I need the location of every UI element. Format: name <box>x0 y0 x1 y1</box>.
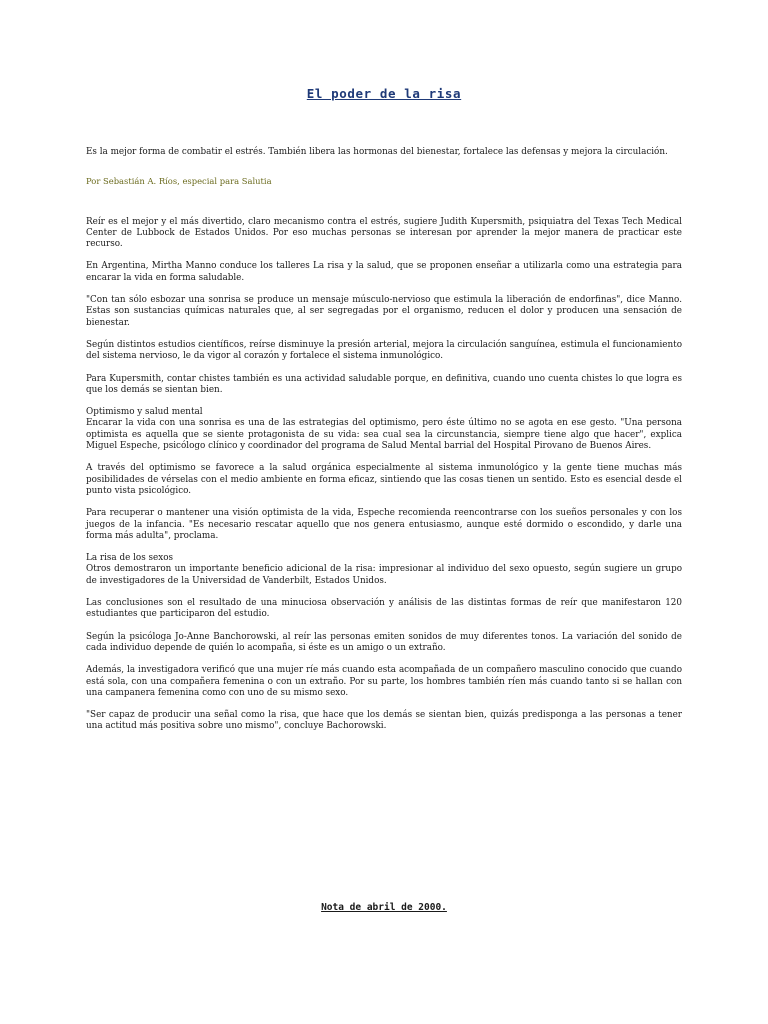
paragraph: Las conclusiones son el resultado de una minuciosa observación y análisis de las distintas formas de reír que manifestaron 120 estudiantes que participaron del estudio. <box>86 598 682 620</box>
paragraph: Para Kupersmith, contar chistes también es una actividad saludable porque, en definitiva, cuando uno cuenta chistes lo que logra es que los demás se sientan bien. <box>86 373 682 395</box>
section-heading-sexos: La risa de los sexos <box>86 553 174 564</box>
paragraph: "Ser capaz de producir una señal como la risa, que hace que los demás se sientan bien, quizás predisponga a las personas a tener una actitud más positiva sobre uno mismo", concluye Bachorowski. <box>86 710 682 732</box>
paragraph: Otros demostraron un importante beneficio adicional de la risa: impresionar al individuo del sexo opuesto, según sugiere un grupo de investigadores de la Universidad de Vanderbilt, Estados Unidos. <box>86 564 682 586</box>
paragraph: Encarar la vida con una sonrisa es una de las estrategias del optimismo, pero éste último no se agota en ese gesto. "Una persona optimista es aquella que se siente protagonista de su vida: sea cual sea la circunstancia, siempre tiene algo que hacer", explica Miguel Espeche, psicólogo clínico y coordinador del programa de Salud Mental barrial del Hospital Pirovano de Buenos Aires. <box>86 418 682 452</box>
byline: Por Sebastián A. Ríos, especial para Salutia <box>86 176 272 187</box>
paragraph: "Con tan sólo esbozar una sonrisa se produce un mensaje músculo-nervioso que estimula la liberación de endorfinas", dice Manno. Estas son sustancias químicas naturales que, al ser segregadas por el organismo, reducen el dolor y producen una sensación de bienestar. <box>86 295 682 328</box>
paragraph: Para recuperar o mantener una visión optimista de la vida, Espeche recomienda reencontrarse con los sueños personales y con los juegos de la infancia. "Es necesario rescatar aquello que nos genera entusiasmo, aunque esté dormido o escondido, y darle una forma más adulta", proclama. <box>86 508 682 541</box>
lead-paragraph: Es la mejor forma de combatir el estrés. También libera las hormonas del bienestar, fortalece las defensas y mejora la circulación. <box>86 147 668 157</box>
article-title: El poder de la risa <box>306 86 462 101</box>
paragraph: Según la psicóloga Jo-Anne Banchorowski, al reír las personas emiten sonidos de muy diferentes tonos. La variación del sonido de cada individuo depende de quién lo acompaña, si éste es un amigo o un extraño. <box>86 631 682 653</box>
paragraph: Según distintos estudios científicos, reírse disminuye la presión arterial, mejora la circulación sanguínea, estimula el funcionamiento del sistema nervioso, le da vigor al corazón y fortalece el sistema inmunológico. <box>86 339 682 362</box>
article-body <box>86 147 682 733</box>
paragraph: En Argentina, Mirtha Manno conduce los talleres La risa y la salud, que se proponen enseñar a utilizarla como una estrategia para encarar la vida en forma saludable. <box>86 261 682 283</box>
paragraph: Reír es el mejor y el más divertido, claro mecanismo contra el estrés, sugiere Judith Kupersmith, psiquiatra del Texas Tech Medical Center de Lubbock de Estados Unidos. Por eso muchas personas se interesan por aprender la mejor manera de practicar este recurso. <box>86 216 682 250</box>
paragraph: A través del optimismo se favorece a la salud orgánica especialmente al sistema inmunológico y la gente tiene muchas más posibilidades de vérselas con el medio ambiente en forma eficaz, sintiendo que las cosas tienen un sentido. Esto es esencial desde el punto vista psicológico. <box>86 463 682 496</box>
footer-note: Nota de abril de 2000. <box>321 902 447 913</box>
paragraph: Además, la investigadora verificó que una mujer ríe más cuando esta acompañada de un compañero masculino conocido que cuando está sola, con una compañera femenina o con un extraño. Por su parte, los hombres también ríen más cuando tanto si se hallan con una campanera femenina como con uno de su mismo sexo. <box>86 665 682 698</box>
section-heading-optimismo: Optimismo y salud mental <box>86 407 203 418</box>
